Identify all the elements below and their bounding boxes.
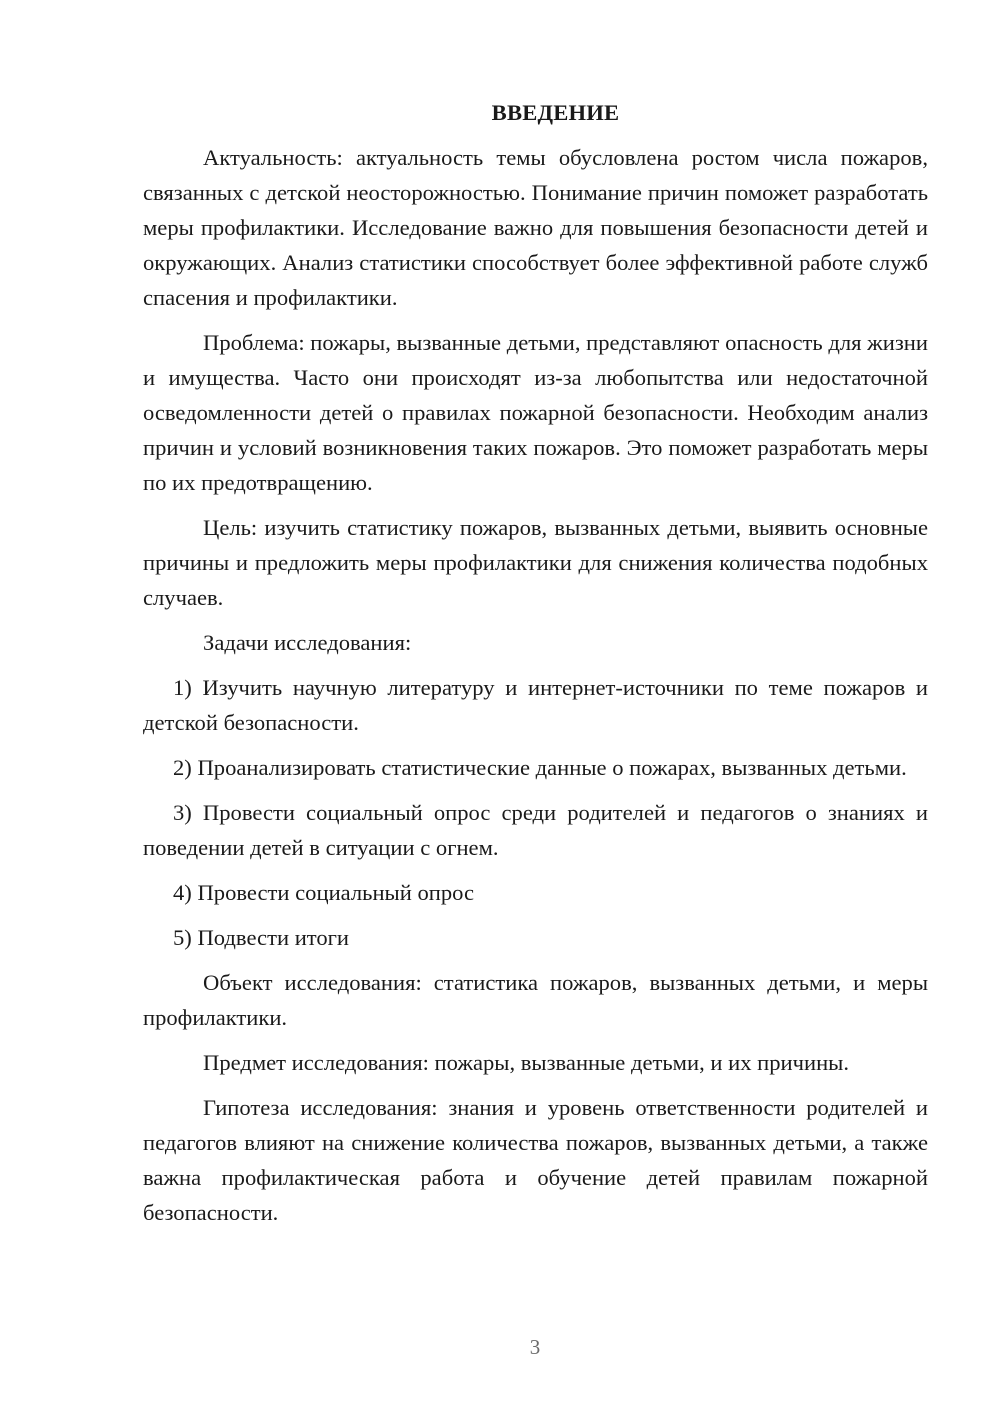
paragraph-tasks-heading: Задачи исследования:	[203, 630, 412, 655]
paragraph-object: Объект исследования: статистика пожаров, вызванных детьми, и меры профилактики.	[143, 970, 928, 1030]
paragraph-subject: Предмет исследования: пожары, вызванные детьми, и их причины.	[203, 1050, 849, 1075]
task-item-5: 5) Подвести итоги	[173, 925, 350, 950]
section-title: ВВЕДЕНИЕ	[491, 100, 620, 125]
page-number: 3	[529, 1335, 541, 1359]
paragraph-goal: Цель: изучить статистику пожаров, вызванных детьми, выявить основные причины и предложить меры профилактики для снижения количества подобных случаев.	[143, 515, 928, 610]
task-item-4: 4) Провести социальный опрос	[173, 880, 475, 905]
paragraph-relevance: Актуальность: актуальность темы обусловлена ростом числа пожаров, связанных с детской неосторожностью. Понимание причин поможет разработать меры профилактики. Исследование важно для повышения безопасности детей и окружающих. Анализ статистики способствует более эффективной работе служб спасения и профилактики.	[143, 145, 928, 310]
paragraph-problem: Проблема: пожары, вызванные детьми, представляют опасность для жизни и имущества. Часто они происходят из-за любопытства или недостаточной осведомленности детей о правилах пожарной безопасности. Необходим анализ причин и условий возникновения таких пожаров. Это поможет разработать меры по их предотвращению.	[143, 330, 928, 495]
task-item-2: 2) Проанализировать статистические данные о пожарах, вызванных детьми.	[173, 755, 907, 780]
document-body	[143, 95, 928, 1240]
task-item-1: 1) Изучить научную литературу и интернет-источники по теме пожаров и детской безопасности.	[143, 675, 928, 735]
task-item-3: 3) Провести социальный опрос среди родителей и педагогов о знаниях и поведении детей в ситуации с огнем.	[143, 800, 928, 860]
paragraph-hypothesis: Гипотеза исследования: знания и уровень ответственности родителей и педагогов влияют на снижение количества пожаров, вызванных детьми, а также важна профилактическая работа и обучение детей правилам пожарной безопасности.	[143, 1095, 928, 1225]
